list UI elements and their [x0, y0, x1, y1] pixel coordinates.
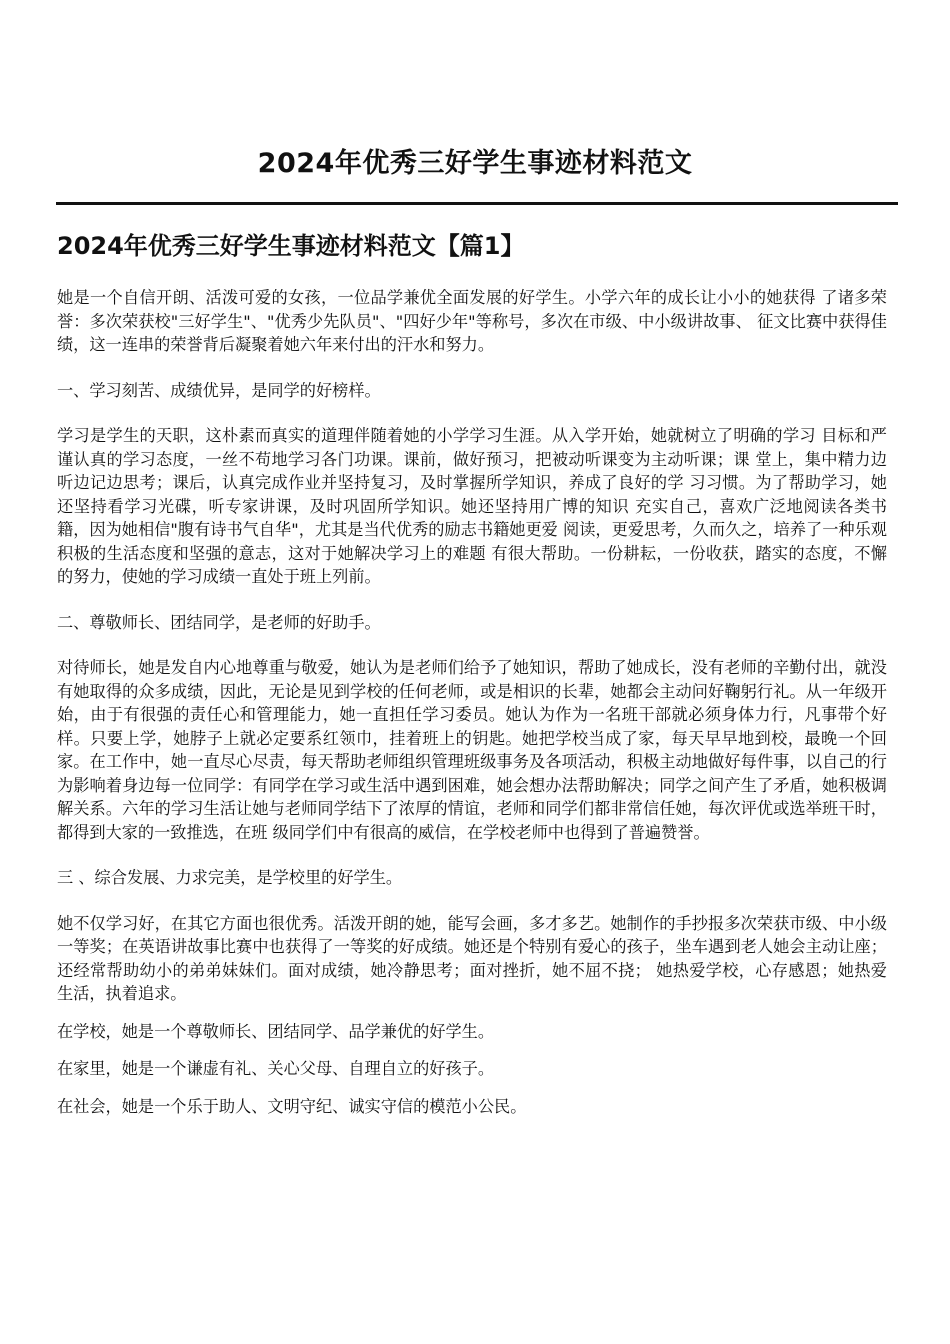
subheading-respect: 二、尊敬师长、团结同学，是老师的好助手。: [57, 612, 381, 632]
paragraph-respect: 对待师长，她是发自内心地尊重与敬爱，她认为是老师们给予了她知识，帮助了她成长，没有老师的辛勤付出，就没有她取得的众多成绩，因此，无论是见到学校的任何老师，或是相识的长辈，她都会主动问好鞠躬行礼。从一年级开始，由于有很强的责任心和管理能力，她一直担任学习委员。她认为作为一名班干部就必须身体力行，凡事带个好样。只要上学，她脖子上就必定要系红领巾，挂着班上的钥匙。她把学校当成了家，每天早早地到校，最晚一个回家。在工作中，她一直尽心尽责，每天帮助老师组织管理班级事务及各项活动，积极主动地做好每件事，以自己的行为影响着身边每一位同学：有同学在学习或生活中遇到困难，她会想办法帮助解决；同学之间产生了矛盾，她积极调解关系。六年的学习生活让她与老师同学结下了浓厚的情谊，老师和同学们都非常信任她，每次评优或选举班干时，都得到大家的一致推选，在班 级同学们中有很高的威信，在学校老师中也得到了普遍赞誉。: [57, 658, 887, 842]
body-text: [57, 286, 887, 1118]
title-divider: [56, 202, 898, 205]
paragraph-at-school: 在学校，她是一个尊敬师长、团结同学、品学兼优的好学生。: [57, 1021, 495, 1041]
subheading-study: 一、学习刻苦、成绩优异，是同学的好榜样。: [57, 380, 381, 400]
paragraph-in-society: 在社会，她是一个乐于助人、文明守纪、诚实守信的模范小公民。: [57, 1096, 527, 1116]
subheading-development: 三 、综合发展、力求完美，是学校里的好学生。: [57, 868, 403, 887]
document-title: 2024年优秀三好学生事迹材料范文: [257, 148, 693, 179]
paragraph-at-home: 在家里，她是一个谦虚有礼、关心父母、自理自立的好孩子。: [57, 1059, 495, 1078]
paragraph-development: 她不仅学习好，在其它方面也很优秀。活泼开朗的她，能写会画，多才多艺。她制作的手抄报多次荣获市级、中小级一等奖；在英语讲故事比赛中也获得了一等奖的好成绩。她还是个特别有爱心的孩子，坐车遇到老人她会主动让座；还经常帮助幼小的弟弟妹妹们。面对成绩，她冷静思考；面对挫折，她不屈不挠； 她热爱学校，心存感恩；她热爱生活，执着追求。: [57, 913, 887, 1003]
paragraph-intro: 她是一个自信开朗、活泼可爱的女孩，一位品学兼优全面发展的好学生。小学六年的成长让小小的她获得 了诸多荣誉：多次荣获校"三好学生"、"优秀少先队员"、"四好少年"等称号，多次在市级、中小级讲故事、 征文比赛中获得佳绩，这一连串的荣誉背后凝聚着她六年来付出的汗水和努力。: [57, 288, 887, 354]
section-heading: 2024年优秀三好学生事迹材料范文【篇1】: [57, 232, 525, 260]
paragraph-study: 学习是学生的天职，这朴素而真实的道理伴随着她的小学学习生涯。从入学开始，她就树立了明确的学习 目标和严谨认真的学习态度，一丝不苟地学习各门功课。课前，做好预习，把被动听课变为主动听课；课 堂上，集中精力边听边记边思考；课后，认真完成作业并坚持复习，及时掌握所学知识，养成了良好的学 习习惯。为了帮助学习，她还坚持看学习光碟，听专家讲课，及时巩固所学知识。她还坚持用广博的知识 充实自己，喜欢广泛地阅读各类书籍，因为她相信"腹有诗书气自华"，尤其是当代优秀的励志书籍她更爱 阅读，更爱思考，久而久之，培养了一种乐观积极的生活态度和坚强的意志，这对于她解决学习上的难题 有很大帮助。一份耕耘，一份收获，踏实的态度，不懈的努力，使她的学习成绩一直处于班上列前。: [57, 426, 887, 586]
